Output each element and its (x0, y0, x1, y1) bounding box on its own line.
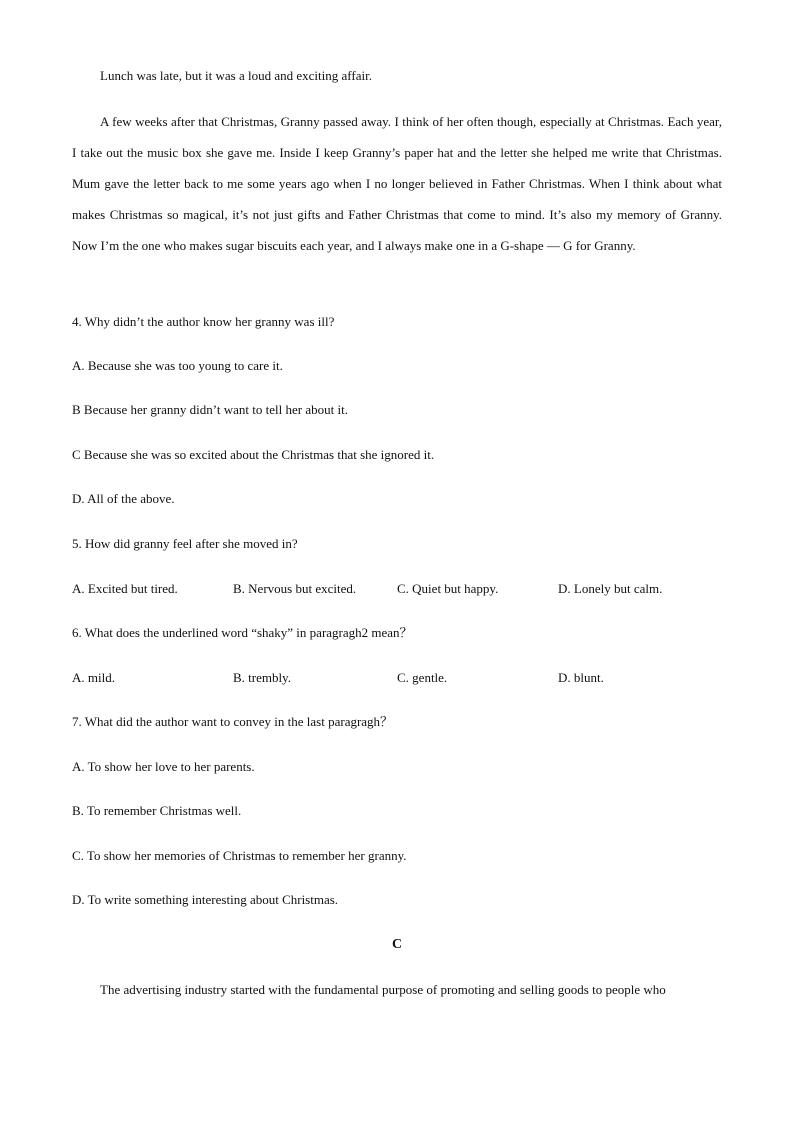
question-5-stem: 5. How did granny feel after she moved in? (72, 536, 298, 551)
question-6-stem: 6. What does the underlined word “shaky” in paragragh2 mean？ (72, 625, 413, 640)
question-6-option-b: B. trembly. (233, 670, 292, 685)
section-c-heading: C (391, 937, 403, 952)
question-6-option-a: A. mild. (72, 670, 115, 685)
question-4-option-d: D. All of the above. (72, 491, 175, 506)
question-5-option-a: A. Excited but tired. (72, 581, 178, 596)
question-4-option-a: A. Because she was too young to care it. (72, 358, 283, 373)
passage-last-paragraph: A few weeks after that Christmas, Granny passed away. I think of her often though, especially at Christmas. Each year, I take out the music box she gave me. Inside I keep Granny’s paper hat and the letter she helped me write that Christmas. Mum gave the letter back to me some years ago when I no longer believed in Father Christmas. When I think about what makes Christmas so magical, it’s not just gifts and Father Christmas that come to mind. It’s also my memory of Granny. Now I’m the one who makes sugar biscuits each year, and I always make one in a G-shape — G for Granny. (72, 114, 722, 253)
question-4-option-b: B Because her granny didn’t want to tell her about it. (72, 402, 348, 417)
question-7-option-b: B. To remember Christmas well. (72, 803, 242, 818)
question-5-option-b: B. Nervous but excited. (233, 581, 357, 596)
question-7-option-d: D. To write something interesting about Christmas. (72, 892, 339, 907)
question-5-options (72, 581, 722, 597)
question-6-options (72, 670, 722, 686)
question-5-option-d: D. Lonely but calm. (558, 581, 663, 596)
passage-lunch-line: Lunch was late, but it was a loud and exciting affair. (100, 68, 372, 83)
question-7-stem: 7. What did the author want to convey in the last paragragh？ (72, 714, 394, 729)
question-6-option-c: C. gentle. (397, 670, 448, 685)
question-4-stem: 4. Why didn’t the author know her granny was ill? (72, 314, 335, 329)
question-5-option-c: C. Quiet but happy. (397, 581, 499, 596)
question-6-option-d: D. blunt. (558, 670, 604, 685)
section-c-first-line: The advertising industry started with the fundamental purpose of promoting and selling goods to people who (100, 982, 666, 997)
question-4-option-c: C Because she was so excited about the Christmas that she ignored it. (72, 447, 435, 462)
question-7-option-a: A. To show her love to her parents. (72, 759, 255, 774)
question-7-option-c: C. To show her memories of Christmas to remember her granny. (72, 848, 407, 863)
